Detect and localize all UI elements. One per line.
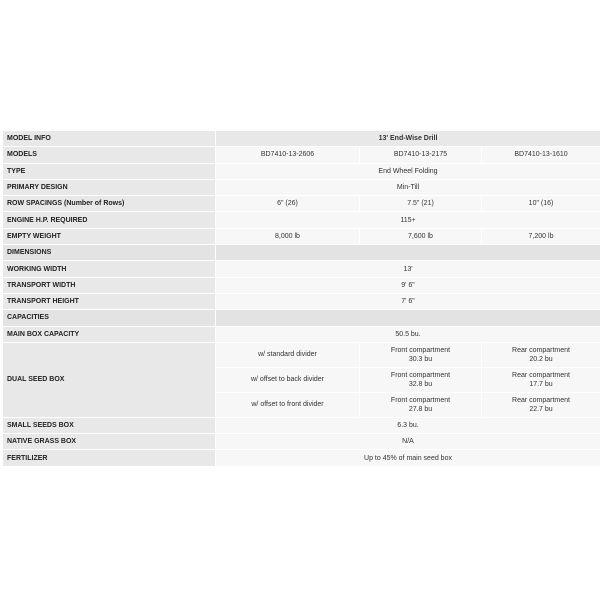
row-label-model-info: MODEL INFO (3, 131, 216, 147)
front-compartment-label: Front compartment (390, 396, 451, 404)
row-spacing-value: 7.5" (21) (360, 196, 482, 212)
section-filler (216, 310, 600, 326)
row-label-working-width: WORKING WIDTH (3, 261, 216, 277)
model-name: 13' End-Wise Drill (216, 131, 600, 147)
rear-compartment-label: Rear compartment (512, 371, 570, 379)
divider-option: w/ offset to back divider (216, 367, 360, 392)
row-label-native-grass-box: NATIVE GRASS BOX (3, 434, 216, 450)
front-compartment-value: 32.8 bu (408, 380, 433, 388)
model-number: BD7410-13-2606 (216, 147, 360, 163)
table-row (3, 293, 600, 309)
empty-weight-value: 7,600 lb (360, 228, 482, 244)
rear-compartment-cell (482, 392, 600, 417)
main-box-capacity-value: 50.5 bu. (216, 326, 600, 342)
rear-compartment-cell (482, 342, 600, 367)
divider-option: w/ standard divider (216, 342, 360, 367)
transport-height-value: 7' 6" (216, 293, 600, 309)
table-row (3, 434, 600, 450)
transport-width-value: 9' 6" (216, 277, 600, 293)
rear-compartment-value: 22.7 bu (529, 405, 553, 413)
front-compartment-value: 27.8 bu (408, 405, 433, 413)
row-label-models: MODELS (3, 147, 216, 163)
table-row (3, 179, 600, 195)
section-label-dimensions: DIMENSIONS (3, 245, 216, 261)
row-spacing-value: 10" (16) (482, 196, 600, 212)
section-row (3, 310, 600, 326)
front-compartment-cell (360, 367, 482, 392)
table-row (3, 261, 600, 277)
table-row (3, 163, 600, 179)
table-row (3, 450, 600, 466)
primary-design-value: Min-Till (216, 179, 600, 195)
front-compartment-label: Front compartment (390, 346, 451, 354)
row-spacing-value: 6" (26) (216, 196, 360, 212)
table-row (3, 147, 600, 163)
divider-option: w/ offset to front divider (216, 392, 360, 417)
table-row (3, 228, 600, 244)
type-value: End Wheel Folding (216, 163, 600, 179)
spec-table (2, 130, 600, 467)
rear-compartment-label: Rear compartment (512, 346, 570, 354)
front-compartment-value: 30.3 bu (408, 355, 433, 363)
model-number: BD7410-13-1610 (482, 147, 600, 163)
model-number: BD7410-13-2175 (360, 147, 482, 163)
section-row (3, 245, 600, 261)
table-row (3, 277, 600, 293)
rear-compartment-cell (482, 367, 600, 392)
row-label-transport-height: TRANSPORT HEIGHT (3, 293, 216, 309)
table-row (3, 212, 600, 228)
table-row (3, 417, 600, 433)
table-row (3, 131, 600, 147)
row-label-row-spacings: ROW SPACINGS (Number of Rows) (3, 196, 216, 212)
row-label-dual-seed-box: DUAL SEED BOX (3, 342, 216, 417)
native-grass-box-value: N/A (216, 434, 600, 450)
table-row (3, 326, 600, 342)
small-seeds-box-value: 6.3 bu. (216, 417, 600, 433)
working-width-value: 13' (216, 261, 600, 277)
engine-hp-value: 115+ (216, 212, 600, 228)
row-label-engine-hp: ENGINE H.P. REQUIRED (3, 212, 216, 228)
fertilizer-value: Up to 45% of main seed box (216, 450, 600, 466)
rear-compartment-label: Rear compartment (512, 396, 570, 404)
row-label-small-seeds-box: SMALL SEEDS BOX (3, 417, 216, 433)
table-row (3, 196, 600, 212)
front-compartment-cell (360, 392, 482, 417)
row-label-primary-design: PRIMARY DESIGN (3, 179, 216, 195)
section-filler (216, 245, 600, 261)
empty-weight-value: 8,000 lb (216, 228, 360, 244)
section-label-capacities: CAPACITIES (3, 310, 216, 326)
row-label-transport-width: TRANSPORT WIDTH (3, 277, 216, 293)
empty-weight-value: 7,200 lb (482, 228, 600, 244)
row-label-empty-weight: EMPTY WEIGHT (3, 228, 216, 244)
rear-compartment-value: 20.2 bu (529, 355, 553, 363)
rear-compartment-value: 17.7 bu (529, 380, 553, 388)
row-label-fertilizer: FERTILIZER (3, 450, 216, 466)
row-label-main-box-capacity: MAIN BOX CAPACITY (3, 326, 216, 342)
front-compartment-cell (360, 342, 482, 367)
front-compartment-label: Front compartment (390, 371, 451, 379)
table-row (3, 342, 600, 367)
row-label-type: TYPE (3, 163, 216, 179)
